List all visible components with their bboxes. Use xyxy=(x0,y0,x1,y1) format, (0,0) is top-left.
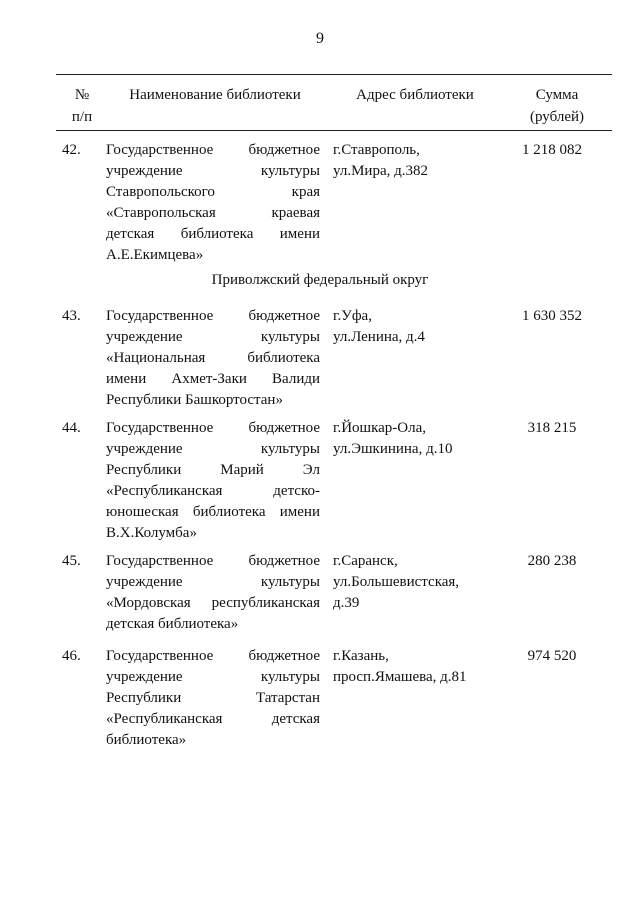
header-num-line-1: № xyxy=(74,87,90,103)
library-name-line: Республики Татарстан xyxy=(106,690,320,706)
library-name xyxy=(106,140,320,266)
library-name-line: учреждение культуры xyxy=(106,669,320,685)
address-line: г.Казань, xyxy=(333,648,389,664)
library-name xyxy=(106,418,320,544)
library-address xyxy=(333,140,503,182)
sum-value: 974 520 xyxy=(527,648,577,664)
address-line: ул.Мира, д.382 xyxy=(333,163,428,179)
header-sum-line-1: Сумма xyxy=(535,87,579,103)
library-name xyxy=(106,551,320,635)
library-address xyxy=(333,306,503,348)
library-name-line: библиотека» xyxy=(106,732,187,748)
address-line: г.Йошкар-Ола, xyxy=(333,420,427,436)
header-num-line-2: п/п xyxy=(71,109,93,125)
header-sum-line-2: (рублей) xyxy=(529,109,585,125)
address-line: г.Саранск, xyxy=(333,553,398,569)
library-name-line: учреждение культуры xyxy=(106,441,320,457)
library-name-line: учреждение культуры xyxy=(106,163,320,179)
library-name-line: Республики Башкортостан» xyxy=(106,392,283,408)
library-address xyxy=(333,646,503,688)
row-number: 42. xyxy=(62,142,81,158)
library-name-line: «Республиканская детская xyxy=(106,711,320,727)
address-line: ул.Большевистская, xyxy=(333,574,460,590)
library-name-line: Государственное бюджетное xyxy=(106,648,320,664)
library-name-line: Ставропольского края xyxy=(106,184,320,200)
library-name-line: Государственное бюджетное xyxy=(106,553,320,569)
row-number: 43. xyxy=(62,308,81,324)
address-line: г.Уфа, xyxy=(333,308,372,324)
row-number: 46. xyxy=(62,648,81,664)
address-line: г.Ставрополь, xyxy=(333,142,420,158)
address-line: д.39 xyxy=(333,595,360,611)
header-name: Наименование библиотеки xyxy=(129,87,301,103)
library-name-line: «Национальная библиотека xyxy=(106,350,320,366)
library-name-line: Государственное бюджетное xyxy=(106,420,320,436)
library-address xyxy=(333,551,503,614)
header-num xyxy=(60,84,104,128)
row-number: 44. xyxy=(62,420,81,436)
library-name-line: В.Х.Колумба» xyxy=(106,525,197,541)
table-header-rule xyxy=(56,130,612,131)
library-name-line: «Мордовская республиканская xyxy=(106,595,320,611)
library-name-line: «Ставропольская краевая xyxy=(106,205,320,221)
library-name-line: юношеская библиотека имени xyxy=(106,504,320,520)
library-name-line: детская библиотека» xyxy=(106,616,239,632)
sum-value: 280 238 xyxy=(527,553,577,569)
library-name xyxy=(106,306,320,411)
table-top-rule xyxy=(56,74,612,75)
library-name-line: «Республиканская детско- xyxy=(106,483,320,499)
library-address xyxy=(333,418,503,460)
address-line: просп.Ямашева, д.81 xyxy=(333,669,467,685)
header-sum xyxy=(505,84,609,128)
library-name-line: учреждение культуры xyxy=(106,574,320,590)
section-title: Приволжский федеральный округ xyxy=(211,272,429,288)
library-name-line: А.Е.Екимцева» xyxy=(106,247,204,263)
library-name xyxy=(106,646,320,751)
library-name-line: Государственное бюджетное xyxy=(106,308,320,324)
library-name-line: Республики Марий Эл xyxy=(106,462,320,478)
library-name-line: детская библиотека имени xyxy=(106,226,320,242)
row-number: 45. xyxy=(62,553,81,569)
page-number: 9 xyxy=(316,30,324,47)
sum-value: 1 630 352 xyxy=(522,308,582,324)
address-line: ул.Ленина, д.4 xyxy=(333,329,425,345)
library-name-line: Государственное бюджетное xyxy=(106,142,320,158)
library-name-line: учреждение культуры xyxy=(106,329,320,345)
library-name-line: имени Ахмет-Заки Валиди xyxy=(106,371,320,387)
address-line: ул.Эшкинина, д.10 xyxy=(333,441,453,457)
sum-value: 318 215 xyxy=(527,420,577,436)
header-address: Адрес библиотеки xyxy=(356,87,474,103)
sum-value: 1 218 082 xyxy=(522,142,582,158)
